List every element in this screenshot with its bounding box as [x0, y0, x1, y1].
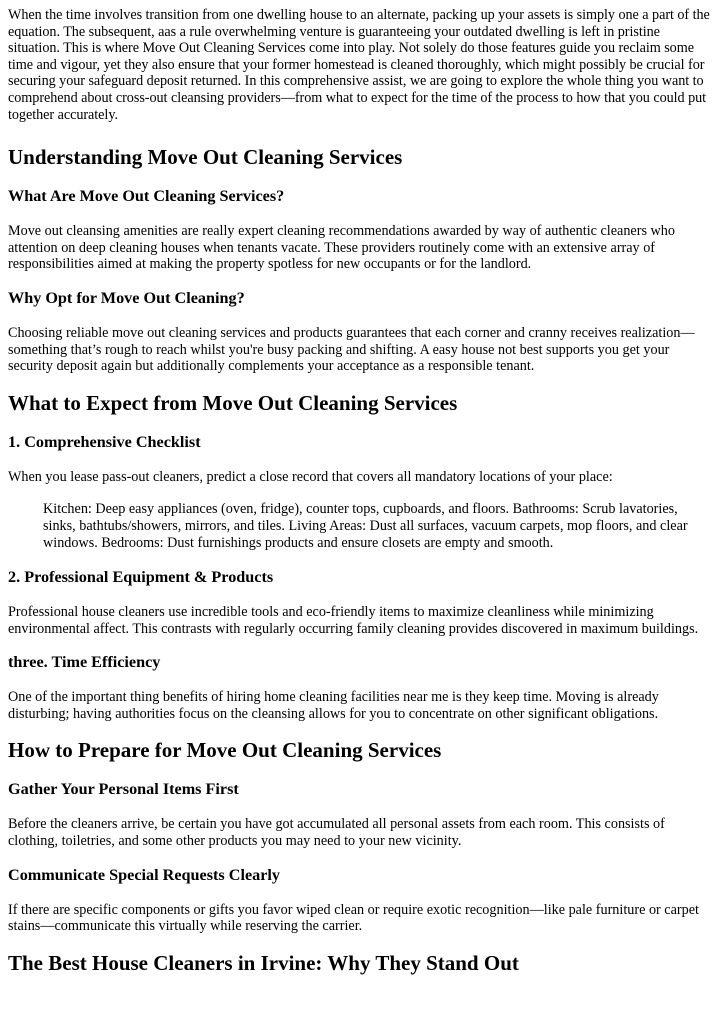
- paragraph-time-efficiency: One of the important thing benefits of hiring home cleaning facilities near me is they keep time. Moving is already disturbing; having authorities focus on the cleansing allows for you to concentrate on other significant obligations.: [8, 689, 659, 722]
- subheading-communicate: Communicate Special Requests Clearly: [8, 865, 281, 884]
- subheading-equipment: 2. Professional Equipment & Products: [8, 568, 274, 587]
- section-heading-best-cleaners: The Best House Cleaners in Irvine: Why They Stand Out: [8, 950, 519, 975]
- article: [0, 7, 720, 975]
- paragraph-communicate: If there are specific components or gifts you favor wiped clean or require exotic recognition—like pale furniture or carpet stains—communicate this virtually while reserving the carrier.: [8, 901, 699, 935]
- subheading-checklist: 1. Comprehensive Checklist: [8, 432, 201, 451]
- section-heading-understanding: Understanding Move Out Cleaning Services: [8, 145, 403, 170]
- paragraph-equipment: Professional house cleaners use incredible tools and eco-friendly items to maximize cleanliness while minimizing environmental affect. This contrasts with regularly occurring family cleaning provides discovered in maximum buildings.: [8, 604, 699, 637]
- paragraph-why-opt: Choosing reliable move out cleaning services and products guarantees that each corner and cranny receives realization—something that’s rough to reach whilst you're busy packing and shifting. A easy house not best supports you get your security deposit again but additionally complements your acceptance as a responsible tenant.: [8, 324, 695, 375]
- checklist-blockquote: Kitchen: Deep easy appliances (oven, fridge), counter tops, cupboards, and floors. Bathrooms: Scrub lavatories, sinks, bathtubs/showers, mirrors, and tiles. Living Areas: Dust all surfaces, vacuum carpets, mop floors, and clear windows. Bedrooms: Dust furnishings products and ensure closets are empty and smooth.: [43, 501, 688, 551]
- subheading-what-are: What Are Move Out Cleaning Services?: [8, 187, 285, 206]
- intro-paragraph: When the time involves transition from one dwelling house to an alternate, packing up your assets is simply one a part of the equation. The subsequent, aas a rule overwhelming venture is guaranteeing your outdated dwelling is left in pristine situation. This is where Move Out Cleaning Services come into play. Not solely do those features guide you reclaim some time and vigour, yet they also ensure that your former homestead is cleaned thoroughly, which might possibly be crucial for securing your safeguard deposit returned. In this comprehensive assist, we are going to explore the whole thing you want to comprehend about cross-out cleansing providers—from what to expect for the time of the process to how that you could put together accurately.: [8, 7, 710, 123]
- subheading-why-opt: Why Opt for Move Out Cleaning?: [8, 288, 245, 307]
- paragraph-what-are: Move out cleansing amenities are really expert cleaning recommendations awarded by way of authentic cleaners who attention on deep cleaning houses when tenants vacate. These providers routinely come with an extensive array of responsibilities aimed at making the property spotless for new occupants or for the landlord.: [8, 223, 675, 273]
- subheading-time-efficiency: three. Time Efficiency: [8, 653, 161, 672]
- section-heading-prepare: How to Prepare for Move Out Cleaning Services: [8, 738, 442, 763]
- paragraph-gather: Before the cleaners arrive, be certain you have got accumulated all personal assets from each room. This consists of clothing, toiletries, and some other products you may need to your new vicinity.: [8, 816, 665, 850]
- paragraph-checklist: When you lease pass-out cleaners, predict a close record that covers all mandatory locations of your place:: [8, 468, 613, 485]
- subheading-gather: Gather Your Personal Items First: [8, 780, 239, 799]
- section-heading-what-to-expect: What to Expect from Move Out Cleaning Services: [8, 390, 458, 415]
